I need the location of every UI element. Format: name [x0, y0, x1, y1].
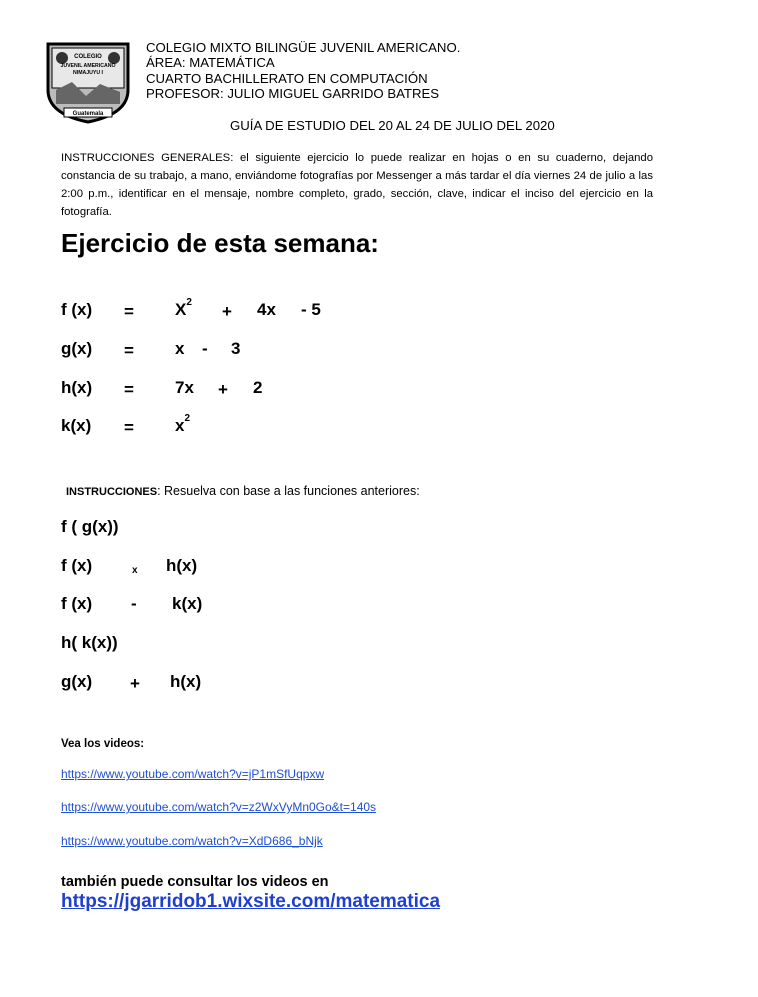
svg-text:NIMAJUYU I: NIMAJUYU I: [73, 70, 103, 76]
video-link-1[interactable]: https://www.youtube.com/watch?v=jP1mSfUqpxw: [61, 767, 325, 781]
problem-3-right: k(x): [172, 594, 203, 613]
subject-area: ÁREA: MATEMÁTICA: [146, 55, 275, 70]
term: 3: [231, 339, 241, 358]
problem-5-operator: +: [130, 674, 140, 693]
video-link-2[interactable]: https://www.youtube.com/watch?v=z2WxVyMn0Go&t=140s: [61, 800, 377, 814]
svg-text:COLEGIO: COLEGIO: [74, 54, 102, 60]
term: $X^2$: [175, 297, 192, 319]
term: 2: [253, 378, 263, 397]
svg-text:JUVENIL AMERICANO: JUVENIL AMERICANO: [60, 63, 116, 69]
svg-text:Guatemala: Guatemala: [72, 111, 104, 117]
guide-title: GUÍA DE ESTUDIO DEL 20 AL 24 DE JULIO DEL 2020: [230, 118, 555, 133]
operator: +: [218, 380, 228, 399]
problem-2-right: h(x): [166, 556, 198, 575]
function-name: k(x): [61, 416, 92, 435]
problem-3-operator: -: [131, 594, 137, 613]
operator: -: [202, 339, 208, 358]
also-consult-text: también puede consultar los videos en: [61, 874, 329, 890]
equals-sign: =: [124, 418, 134, 437]
function-name: f (x): [61, 300, 93, 319]
problem-5-left: g(x): [61, 672, 93, 691]
problem-4: h( k(x)): [61, 633, 118, 652]
operator: +: [222, 302, 232, 321]
instructions-text: : Resuelva con base a las funciones anteriores:: [157, 484, 420, 498]
exercise-title: Ejercicio de esta semana:: [61, 228, 379, 258]
problem-5-right: h(x): [170, 672, 202, 691]
school-name: COLEGIO MIXTO BILINGÜE JUVENIL AMERICANO.: [146, 40, 461, 55]
function-name: g(x): [61, 339, 93, 358]
equals-sign: =: [124, 302, 134, 321]
term: - 5: [301, 300, 321, 319]
term: 7x: [175, 378, 194, 397]
general-instructions: INSTRUCCIONES GENERALES: el siguiente ejercicio lo puede realizar en hojas o en su cuaderno, dejando constancia de su trabajo, a mano, enviándome fotografías por Messenger a más tardar el día viernes 24 de julio a las 2:00 p.m., identificar en el mensaje, nombre completo, grado, sección, clave, indicar el inciso del ejercicio en la fotografía.: [61, 152, 653, 218]
grade-label: CUARTO BACHILLERATO EN COMPUTACIÓN: [146, 71, 428, 86]
problem-1: f ( g(x)): [61, 517, 119, 536]
exponent: 2: [186, 297, 192, 308]
problem-2-left: f (x): [61, 556, 93, 575]
exponent: 2: [184, 413, 191, 424]
instructions-line: [66, 484, 420, 498]
equals-sign: =: [124, 341, 134, 360]
problem-2-operator: x: [132, 565, 138, 576]
site-link[interactable]: https://jgarridob1.wixsite.com/matematica: [61, 891, 441, 912]
term: $x^2$: [175, 413, 191, 435]
video-link-3[interactable]: https://www.youtube.com/watch?v=XdD686_bNjk: [61, 834, 323, 848]
instructions-label: INSTRUCCIONES: [66, 486, 158, 498]
equals-sign: =: [124, 380, 134, 399]
teacher-label: PROFESOR: JULIO MIGUEL GARRIDO BATRES: [146, 86, 440, 101]
problem-3-left: f (x): [61, 594, 93, 613]
function-name: h(x): [61, 378, 93, 397]
term: 4x: [257, 300, 276, 319]
videos-label: Vea los videos:: [61, 738, 145, 750]
school-crest: [42, 40, 134, 124]
term: x: [175, 339, 185, 358]
